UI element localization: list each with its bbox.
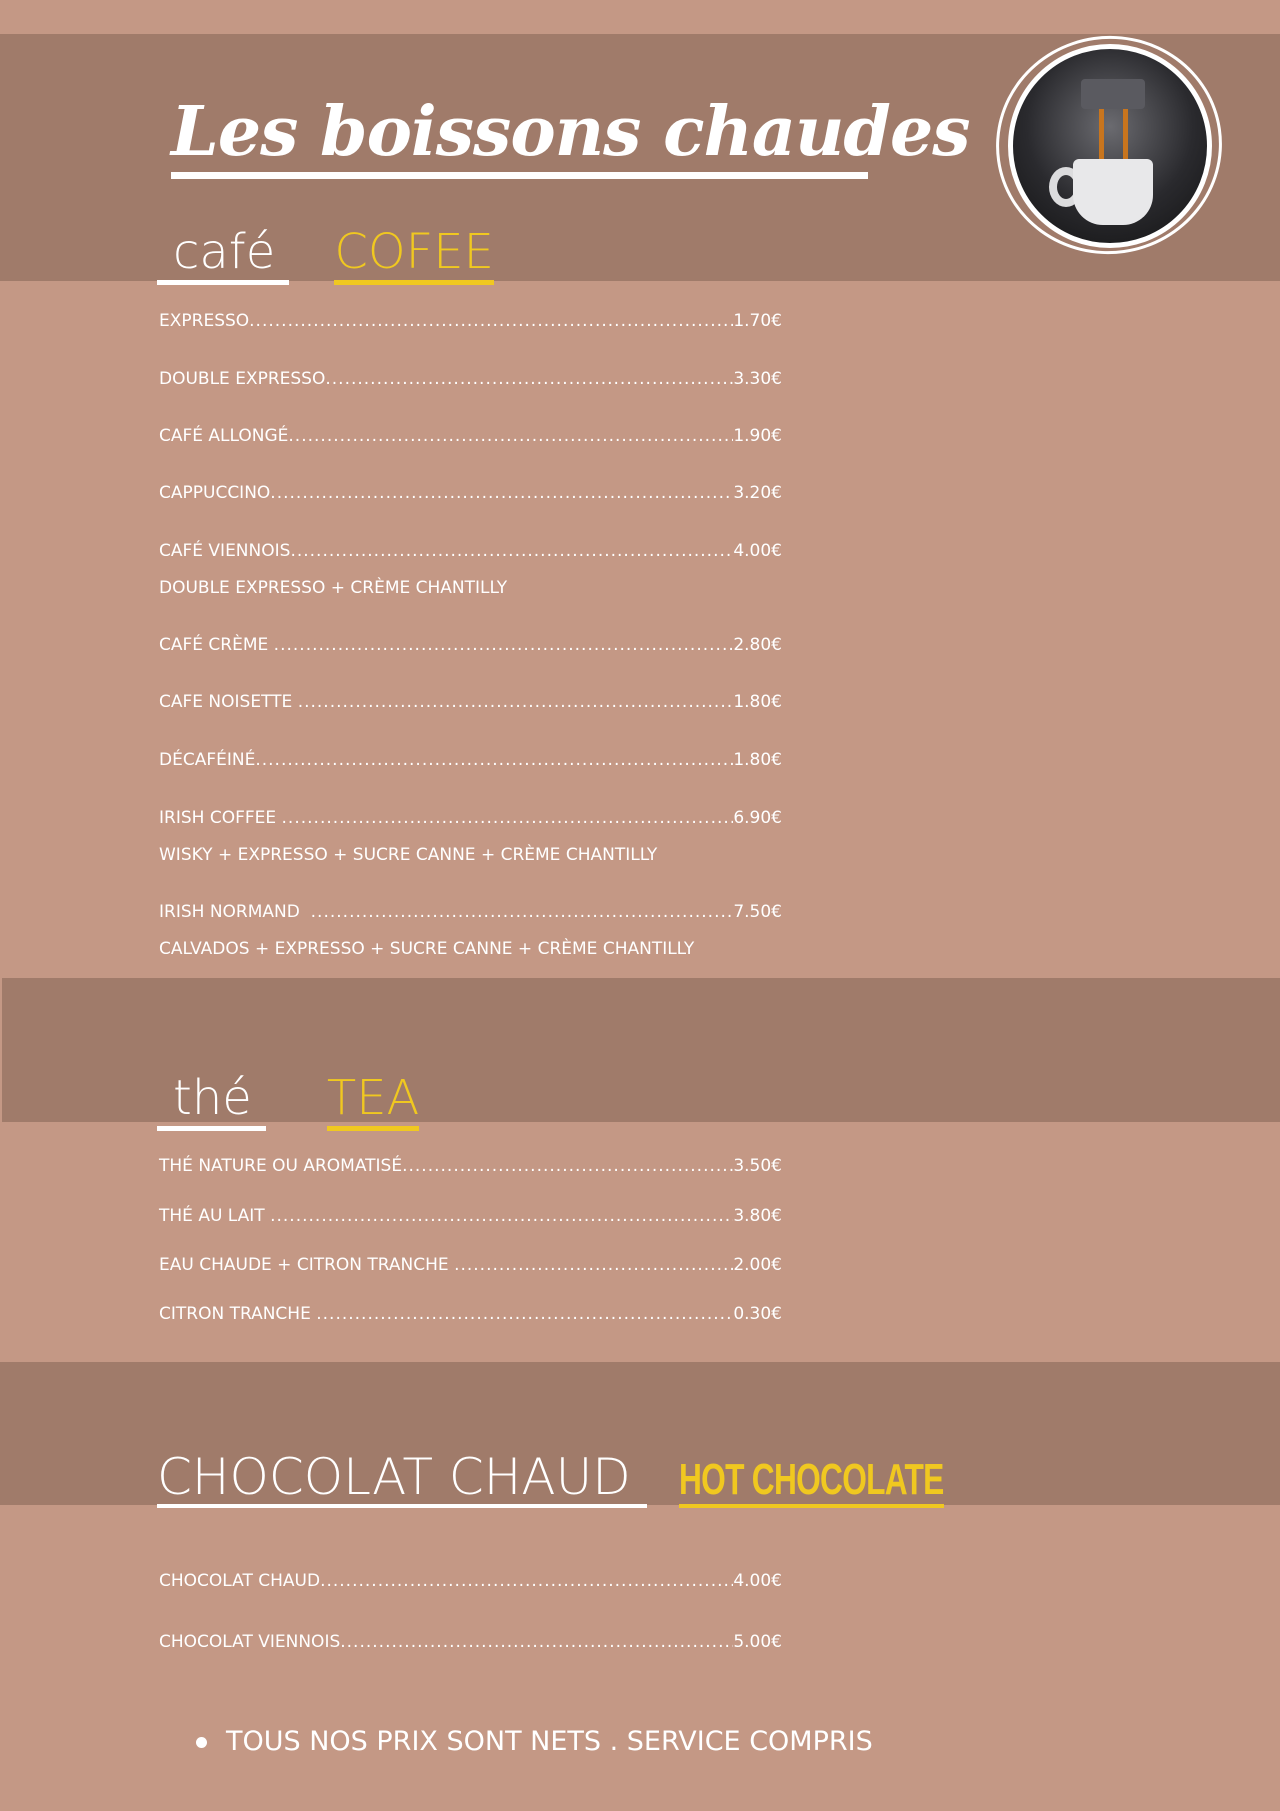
item-description: WISKY + EXPRESSO + SUCRE CANNE + CRÈME CHANTILLY: [159, 845, 658, 865]
item-name: IRISH NORMAND: [159, 902, 311, 922]
menu-item: [159, 901, 782, 923]
dot-leader: [454, 1254, 733, 1276]
item-name: CAFÉ VIENNOIS: [159, 541, 291, 561]
tea-heading: [157, 1072, 419, 1124]
item-name: CAFÉ ALLONGÉ: [159, 426, 289, 446]
menu-item: [159, 482, 782, 504]
item-price: 3.80€: [733, 1206, 782, 1226]
dot-leader: [274, 634, 734, 656]
item-price: 1.80€: [733, 750, 782, 770]
item-name: THÉ AU LAIT: [159, 1206, 271, 1226]
item-price: 1.70€: [733, 311, 782, 331]
item-name: CITRON TRANCHE: [159, 1304, 317, 1324]
item-description: CALVADOS + EXPRESSO + SUCRE CANNE + CRÈME CHANTILLY: [159, 939, 695, 959]
dot-leader: [270, 482, 733, 504]
item-price: 1.90€: [733, 426, 782, 446]
menu-item: [159, 1155, 782, 1177]
dot-leader: [325, 368, 733, 390]
item-name: EXPRESSO: [159, 311, 250, 331]
dot-leader: [311, 901, 734, 923]
item-name: CAFÉ CRÈME: [159, 635, 274, 655]
menu-item: [159, 1570, 782, 1592]
coffee-cup-icon: [1073, 159, 1153, 225]
item-name: CAFE NOISETTE: [159, 692, 298, 712]
item-name: THÉ NATURE OU AROMATISÉ: [159, 1156, 403, 1176]
footer-note-text: TOUS NOS PRIX SONT NETS . SERVICE COMPRIS: [226, 1726, 873, 1757]
item-name: CHOCOLAT CHAUD: [159, 1571, 321, 1591]
dot-leader: [270, 1205, 733, 1227]
dot-leader: [249, 310, 733, 332]
item-price: 2.80€: [733, 635, 782, 655]
espresso-machine-head: [1081, 79, 1145, 109]
item-price: 3.30€: [733, 369, 782, 389]
menu-item: [159, 1254, 782, 1276]
tea-title-en: TEA: [327, 1070, 419, 1131]
dot-leader: [255, 749, 733, 771]
dot-leader: [316, 1303, 733, 1325]
menu-item: [159, 691, 782, 713]
menu-item: [159, 1631, 782, 1653]
item-price: 7.50€: [733, 902, 782, 922]
item-name: IRISH COFFEE: [159, 808, 282, 828]
footer-note: [196, 1725, 873, 1759]
item-price: 6.90€: [733, 808, 782, 828]
menu-item: [159, 1303, 782, 1325]
dot-leader: [288, 425, 733, 447]
chocolate-title-en: HOT CHOCOLATE: [679, 1456, 944, 1508]
item-name: DÉCAFÉINÉ: [159, 750, 256, 770]
item-name: CAPPUCCINO: [159, 483, 271, 503]
item-price: 5.00€: [733, 1632, 782, 1652]
item-price: 3.50€: [733, 1156, 782, 1176]
item-price: 0.30€: [733, 1304, 782, 1324]
menu-item: [159, 1205, 782, 1227]
chocolate-title-fr: CHOCOLAT CHAUD: [157, 1450, 647, 1508]
item-price: 3.20€: [733, 483, 782, 503]
coffee-title-fr: café: [157, 224, 289, 285]
item-description: DOUBLE EXPRESSO + CRÈME CHANTILLY: [159, 578, 508, 598]
tea-title-fr: thé: [157, 1070, 266, 1131]
dot-leader: [402, 1155, 733, 1177]
dot-leader: [282, 807, 734, 829]
coffee-heading: [157, 226, 494, 278]
menu-item: [159, 540, 782, 562]
menu-item: [159, 425, 782, 447]
menu-item: [159, 749, 782, 771]
dot-leader: [320, 1570, 733, 1592]
menu-item: [159, 807, 782, 829]
item-name: EAU CHAUDE + CITRON TRANCHE: [159, 1255, 455, 1275]
bullet-icon: [196, 1737, 207, 1748]
item-price: 4.00€: [733, 541, 782, 561]
item-price: 1.80€: [733, 692, 782, 712]
page-title: Les boissons chaudes: [171, 92, 868, 179]
item-price: 2.00€: [733, 1255, 782, 1275]
item-name: CHOCOLAT VIENNOIS: [159, 1632, 341, 1652]
chocolate-heading: [157, 1450, 1046, 1508]
menu-item: [159, 368, 782, 390]
menu-item: [159, 634, 782, 656]
dot-leader: [298, 691, 734, 713]
coffee-stream: [1099, 109, 1104, 161]
coffee-title-en: COFEE: [334, 224, 494, 285]
dot-leader: [290, 540, 733, 562]
espresso-photo: [1008, 44, 1212, 248]
menu-item: [159, 310, 782, 332]
dot-leader: [340, 1631, 733, 1653]
item-price: 4.00€: [733, 1571, 782, 1591]
coffee-stream: [1123, 109, 1128, 161]
item-name: DOUBLE EXPRESSO: [159, 369, 326, 389]
